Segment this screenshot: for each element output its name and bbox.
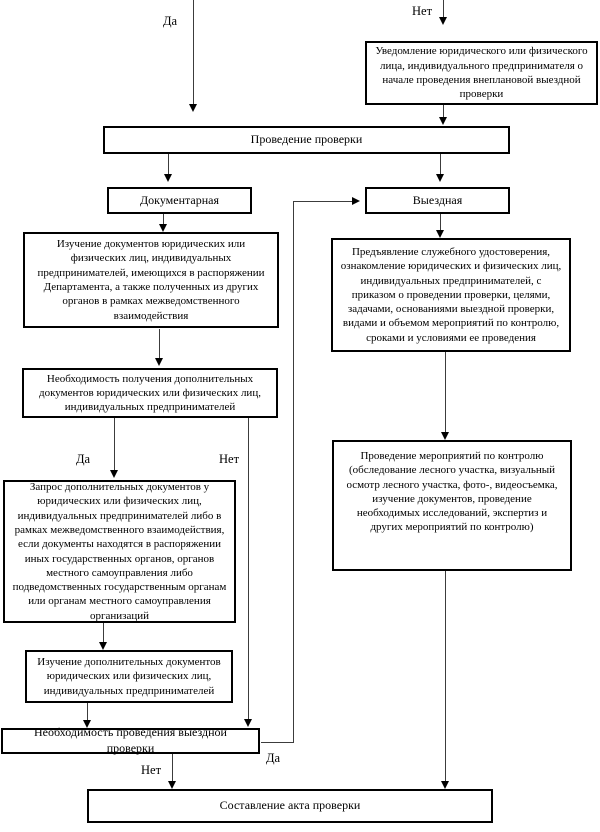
- arrowhead-conduct-onsite: [436, 174, 444, 182]
- arrowhead-study-need: [155, 358, 163, 366]
- connector-need-needonsite: [248, 418, 249, 720]
- node-request-docs: Запрос дополнительных документов у юридических или физических лиц, индивидуальных предпринимателей либо в рамках межведомственного взаимодействия, если документы находятся в распоряжении иных государственных органов, органов местного самоуправления либо подведомственных государственным органам или органам местного самоуправления организаций: [3, 480, 236, 623]
- arrowhead-need-request: [110, 470, 118, 478]
- connector-need-request: [114, 418, 115, 471]
- arrowhead-documentary-study: [159, 224, 167, 232]
- node-need-additional: Необходимость получения дополнительных документов юридических или физических лиц, индивидуальных предпринимателей: [22, 368, 278, 418]
- connector-loop-bottom: [261, 742, 294, 743]
- label-net-branch: Нет: [219, 452, 240, 466]
- connector-studyadd-needonsite: [87, 703, 88, 721]
- arrowhead-present-control: [441, 432, 449, 440]
- node-control-activities: Проведение мероприятий по контролю (обследование лесного участка, визуальный осмотр лесного участка, фото-, видеосъемка, изучение документов, проведение необходимых исследований, экспертиз и других мероприятий по контролю): [332, 440, 572, 571]
- node-conduct: Проведение проверки: [103, 126, 510, 154]
- connector-loop-top: [293, 201, 352, 202]
- arrowhead-onsite-present: [436, 230, 444, 238]
- label-da-loop: Да: [266, 751, 281, 765]
- node-study-additional: Изучение дополнительных документов юридических или физических лиц, индивидуальных предпринимателей: [25, 650, 233, 703]
- arrowhead-notify-conduct: [439, 117, 447, 125]
- node-study-docs: Изучение документов юридических или физических лиц, индивидуальных предпринимателей, имеющихся в распоряжении Департамента, а также полученных из других органов в рамках межведомственного взаимодействия: [23, 232, 279, 328]
- label-net-final: Нет: [141, 763, 162, 777]
- connector-net-top: [443, 0, 444, 18]
- connector-present-control: [445, 352, 446, 433]
- connector-conduct-onsite: [440, 154, 441, 175]
- connector-onsite-present: [440, 214, 441, 231]
- connector-da-top: [193, 0, 194, 105]
- connector-control-act: [445, 571, 446, 782]
- label-net-top: Нет: [412, 4, 433, 18]
- label-da-branch: Да: [76, 452, 91, 466]
- connector-conduct-documentary: [168, 154, 169, 175]
- arrowhead-request-studyadd: [99, 642, 107, 650]
- node-documentary: Документарная: [107, 187, 252, 214]
- arrowhead-control-act: [441, 781, 449, 789]
- connector-study-need: [159, 329, 160, 359]
- arrowhead-needonsite-act: [168, 781, 176, 789]
- node-need-onsite: Необходимость проведения выездной проверки: [1, 728, 260, 754]
- arrowhead-da-top: [189, 104, 197, 112]
- node-notify: Уведомление юридического или физического лица, индивидуального предпринимателя о начале проведения внеплановой выездной проверки: [365, 41, 598, 105]
- node-onsite: Выездная: [365, 187, 510, 214]
- connector-loop-vertical: [293, 201, 294, 742]
- arrowhead-net-top: [439, 17, 447, 25]
- label-da-top: Да: [163, 14, 178, 28]
- node-present-id: Предъявление служебного удостоверения, ознакомление юридических и физических лиц, индивидуальных предпринимателей, с приказом о проведении проверки, целями, задачами, основаниями выездной проверки, видами и объемом мероприятий по контролю, сроками и условиями ее проведения: [331, 238, 571, 352]
- connector-request-studyadd: [103, 623, 104, 643]
- arrowhead-loop-onsite: [352, 197, 360, 205]
- connector-needonsite-act: [172, 754, 173, 782]
- arrowhead-conduct-documentary: [164, 174, 172, 182]
- node-act: Составление акта проверки: [87, 789, 493, 823]
